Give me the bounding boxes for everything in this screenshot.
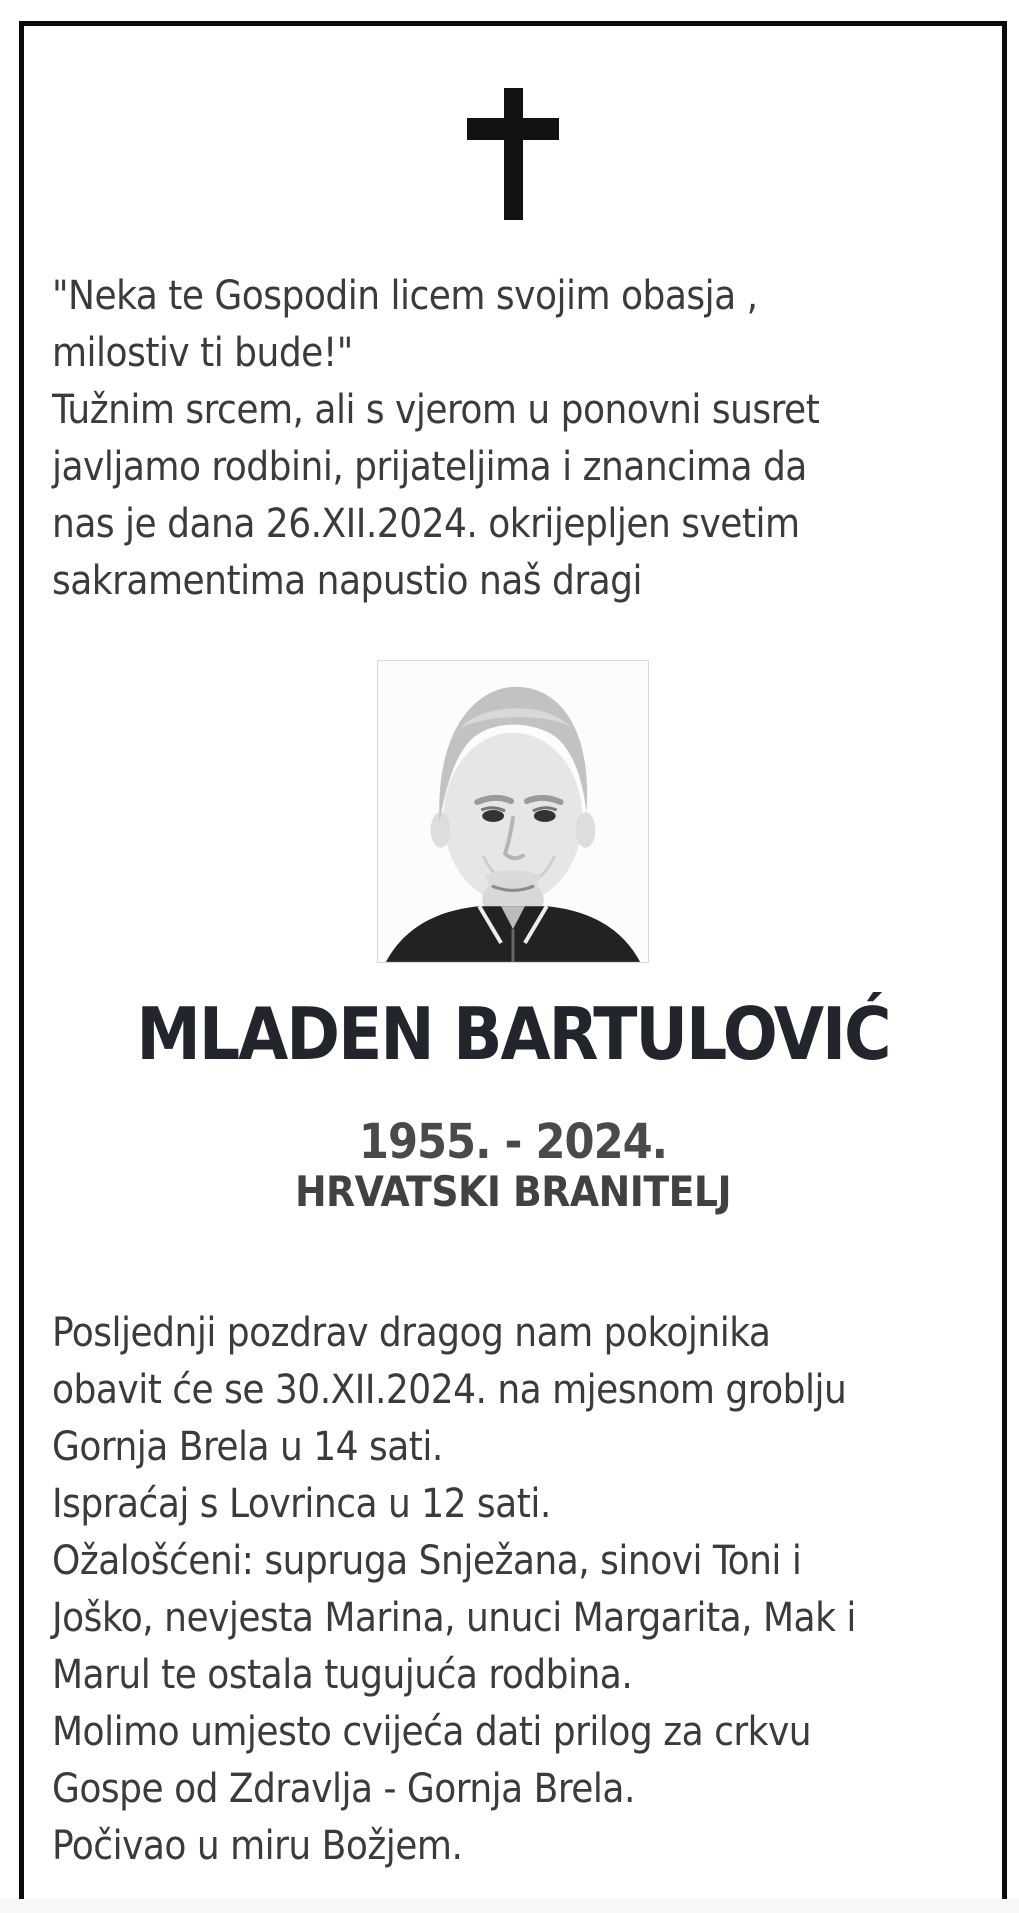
- detail-line: Gornja Brela u 14 sati.: [52, 1424, 443, 1470]
- detail-line: Gospe od Zdravlja - Gornja Brela.: [52, 1766, 635, 1812]
- detail-line: Počivao u miru Božjem.: [52, 1823, 463, 1869]
- detail-line: obavit će se 30.XII.2024. na mjesnom groblju: [52, 1367, 847, 1413]
- intro-line: sakramentima napustio naš dragi: [52, 558, 643, 604]
- detail-line: Marul te ostala tugujuća rodbina.: [52, 1652, 633, 1698]
- details-paragraph: [52, 1305, 978, 1875]
- deceased-name: MLADEN BARTULOVIĆ: [136, 992, 890, 1076]
- memorial-card: [19, 21, 1007, 1900]
- detail-line: Joško, nevjesta Marina, unuci Margarita, Mak i: [52, 1595, 856, 1641]
- intro-line: nas je dana 26.XII.2024. okrijepljen svetim: [52, 501, 800, 547]
- detail-line: Posljednji pozdrav dragog nam pokojnika: [52, 1310, 771, 1356]
- page-bottom-strip: [0, 1899, 1019, 1913]
- cross-horizontal-bar: [467, 118, 559, 140]
- intro-line: Tužnim srcem, ali s vjerom u ponovni susret: [52, 387, 820, 433]
- detail-line: Ispraćaj s Lovrinca u 12 sati.: [52, 1481, 551, 1527]
- latin-cross-icon: [467, 88, 559, 220]
- intro-paragraph: [52, 268, 978, 610]
- veteran-title: HRVATSKI BRANITELJ: [294, 1167, 732, 1216]
- cross-vertical-bar: [504, 88, 523, 220]
- intro-line: "Neka te Gospodin licem svojim obasja ,: [52, 273, 758, 319]
- detail-line: Molimo umjesto cvijeća dati prilog za crkvu: [52, 1709, 812, 1755]
- portrait-illustration: [378, 661, 648, 962]
- life-years: 1955. - 2024.: [358, 1114, 668, 1170]
- intro-line: javljamo rodbini, prijateljima i znancima da: [52, 444, 807, 490]
- intro-line: milostiv ti bude!": [52, 330, 353, 376]
- portrait-photo: [377, 660, 649, 963]
- detail-line: Ožalošćeni: supruga Snježana, sinovi Toni i: [52, 1538, 802, 1584]
